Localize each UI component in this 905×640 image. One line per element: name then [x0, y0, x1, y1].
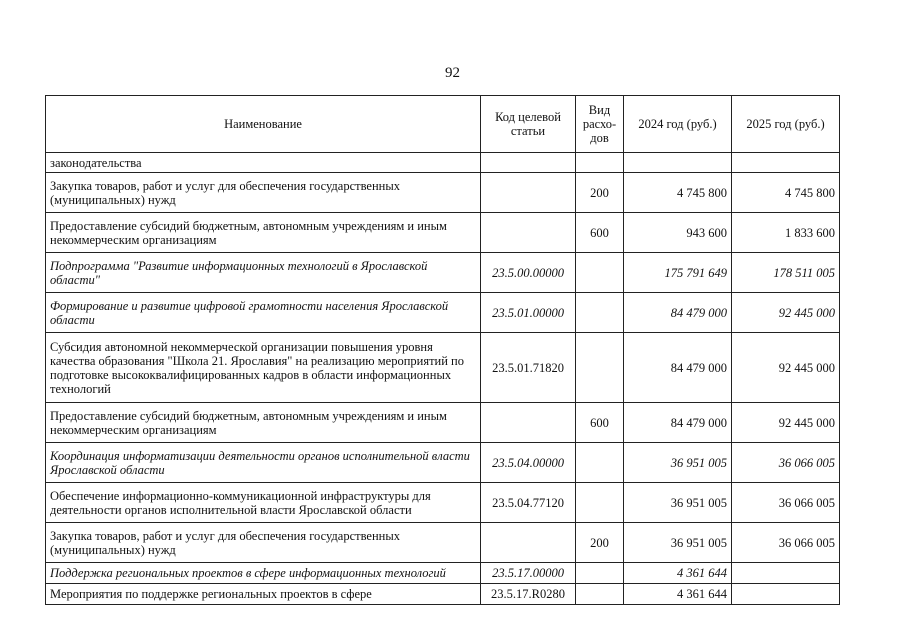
- cell-code: 23.5.01.00000: [481, 293, 576, 333]
- cell-name: Субсидия автономной некоммерческой организации повышения уровня качества образования "Школа 21. Ярославия" на реализацию мероприятий по подготовке высококвалифицированных кадров в области информационных технологий: [46, 333, 481, 403]
- cell-name: Координация информатизации деятельности органов исполнительной власти Ярославской области: [46, 443, 481, 483]
- page-number: 92: [445, 65, 460, 81]
- table-row: [46, 173, 840, 213]
- cell-name: Формирование и развитие цифровой грамотности населения Ярославской области: [46, 293, 481, 333]
- cell-2025: [732, 153, 840, 173]
- budget-table: [45, 95, 840, 605]
- header-year-2025: 2025 год (руб.): [732, 96, 840, 153]
- table-row: [46, 333, 840, 403]
- cell-expense-type: [576, 563, 624, 584]
- cell-expense-type: [576, 253, 624, 293]
- table-body: [46, 153, 840, 605]
- cell-name: Закупка товаров, работ и услуг для обеспечения государственных (муниципальных) нужд: [46, 523, 481, 563]
- cell-2024: 84 479 000: [624, 293, 732, 333]
- cell-2025: 92 445 000: [732, 403, 840, 443]
- cell-name: законодательства: [46, 153, 481, 173]
- cell-code: 23.5.04.77120: [481, 483, 576, 523]
- cell-2024: 36 951 005: [624, 443, 732, 483]
- cell-2024: 84 479 000: [624, 403, 732, 443]
- cell-2025: 92 445 000: [732, 333, 840, 403]
- table-row: [46, 293, 840, 333]
- cell-code: 23.5.04.00000: [481, 443, 576, 483]
- table-row: [46, 153, 840, 173]
- cell-2024: 36 951 005: [624, 483, 732, 523]
- table-row: [46, 443, 840, 483]
- cell-code: [481, 153, 576, 173]
- cell-2025: 178 511 005: [732, 253, 840, 293]
- cell-2025: 4 745 800: [732, 173, 840, 213]
- cell-name: Мероприятия по поддержке региональных проектов в сфере: [46, 584, 481, 605]
- cell-2024: 943 600: [624, 213, 732, 253]
- cell-expense-type: [576, 333, 624, 403]
- table-row: [46, 483, 840, 523]
- cell-name: Предоставление субсидий бюджетным, автономным учреждениям и иным некоммерческим организациям: [46, 403, 481, 443]
- cell-expense-type: [576, 293, 624, 333]
- cell-expense-type: 600: [576, 403, 624, 443]
- table-row: [46, 584, 840, 605]
- cell-code: [481, 173, 576, 213]
- cell-2025: 36 066 005: [732, 443, 840, 483]
- cell-2024: 4 361 644: [624, 584, 732, 605]
- cell-2025: 1 833 600: [732, 213, 840, 253]
- cell-code: [481, 523, 576, 563]
- header-year-2024: 2024 год (руб.): [624, 96, 732, 153]
- cell-name: Закупка товаров, работ и услуг для обеспечения государственных (муниципальных) нужд: [46, 173, 481, 213]
- header-name: Наименование: [46, 96, 481, 153]
- cell-code: [481, 403, 576, 443]
- table-row: [46, 523, 840, 563]
- table-row: [46, 253, 840, 293]
- cell-2024: 84 479 000: [624, 333, 732, 403]
- table-row: [46, 213, 840, 253]
- cell-name: Предоставление субсидий бюджетным, автономным учреждениям и иным некоммерческим организациям: [46, 213, 481, 253]
- cell-code: [481, 213, 576, 253]
- cell-2024: 4 361 644: [624, 563, 732, 584]
- cell-expense-type: [576, 584, 624, 605]
- cell-2024: 4 745 800: [624, 173, 732, 213]
- header-code: Код целевой статьи: [481, 96, 576, 153]
- cell-expense-type: [576, 483, 624, 523]
- cell-code: 23.5.17.R0280: [481, 584, 576, 605]
- cell-expense-type: [576, 153, 624, 173]
- cell-2025: 92 445 000: [732, 293, 840, 333]
- cell-expense-type: 600: [576, 213, 624, 253]
- cell-2025: 36 066 005: [732, 523, 840, 563]
- table-row: [46, 563, 840, 584]
- cell-name: Обеспечение информационно-коммуникационной инфраструктуры для деятельности органов исполнительной власти Ярославской области: [46, 483, 481, 523]
- cell-2025: [732, 584, 840, 605]
- cell-name: Поддержка региональных проектов в сфере информационных технологий: [46, 563, 481, 584]
- cell-name: Подпрограмма "Развитие информационных технологий в Ярославской области": [46, 253, 481, 293]
- cell-2024: 175 791 649: [624, 253, 732, 293]
- cell-code: 23.5.00.00000: [481, 253, 576, 293]
- table-header-row: [46, 96, 840, 153]
- cell-expense-type: 200: [576, 523, 624, 563]
- cell-2024: [624, 153, 732, 173]
- cell-code: 23.5.01.71820: [481, 333, 576, 403]
- cell-expense-type: 200: [576, 173, 624, 213]
- cell-expense-type: [576, 443, 624, 483]
- header-expense-type: Вид расхо-дов: [576, 96, 624, 153]
- cell-2025: 36 066 005: [732, 483, 840, 523]
- cell-code: 23.5.17.00000: [481, 563, 576, 584]
- cell-2025: [732, 563, 840, 584]
- cell-2024: 36 951 005: [624, 523, 732, 563]
- table-row: [46, 403, 840, 443]
